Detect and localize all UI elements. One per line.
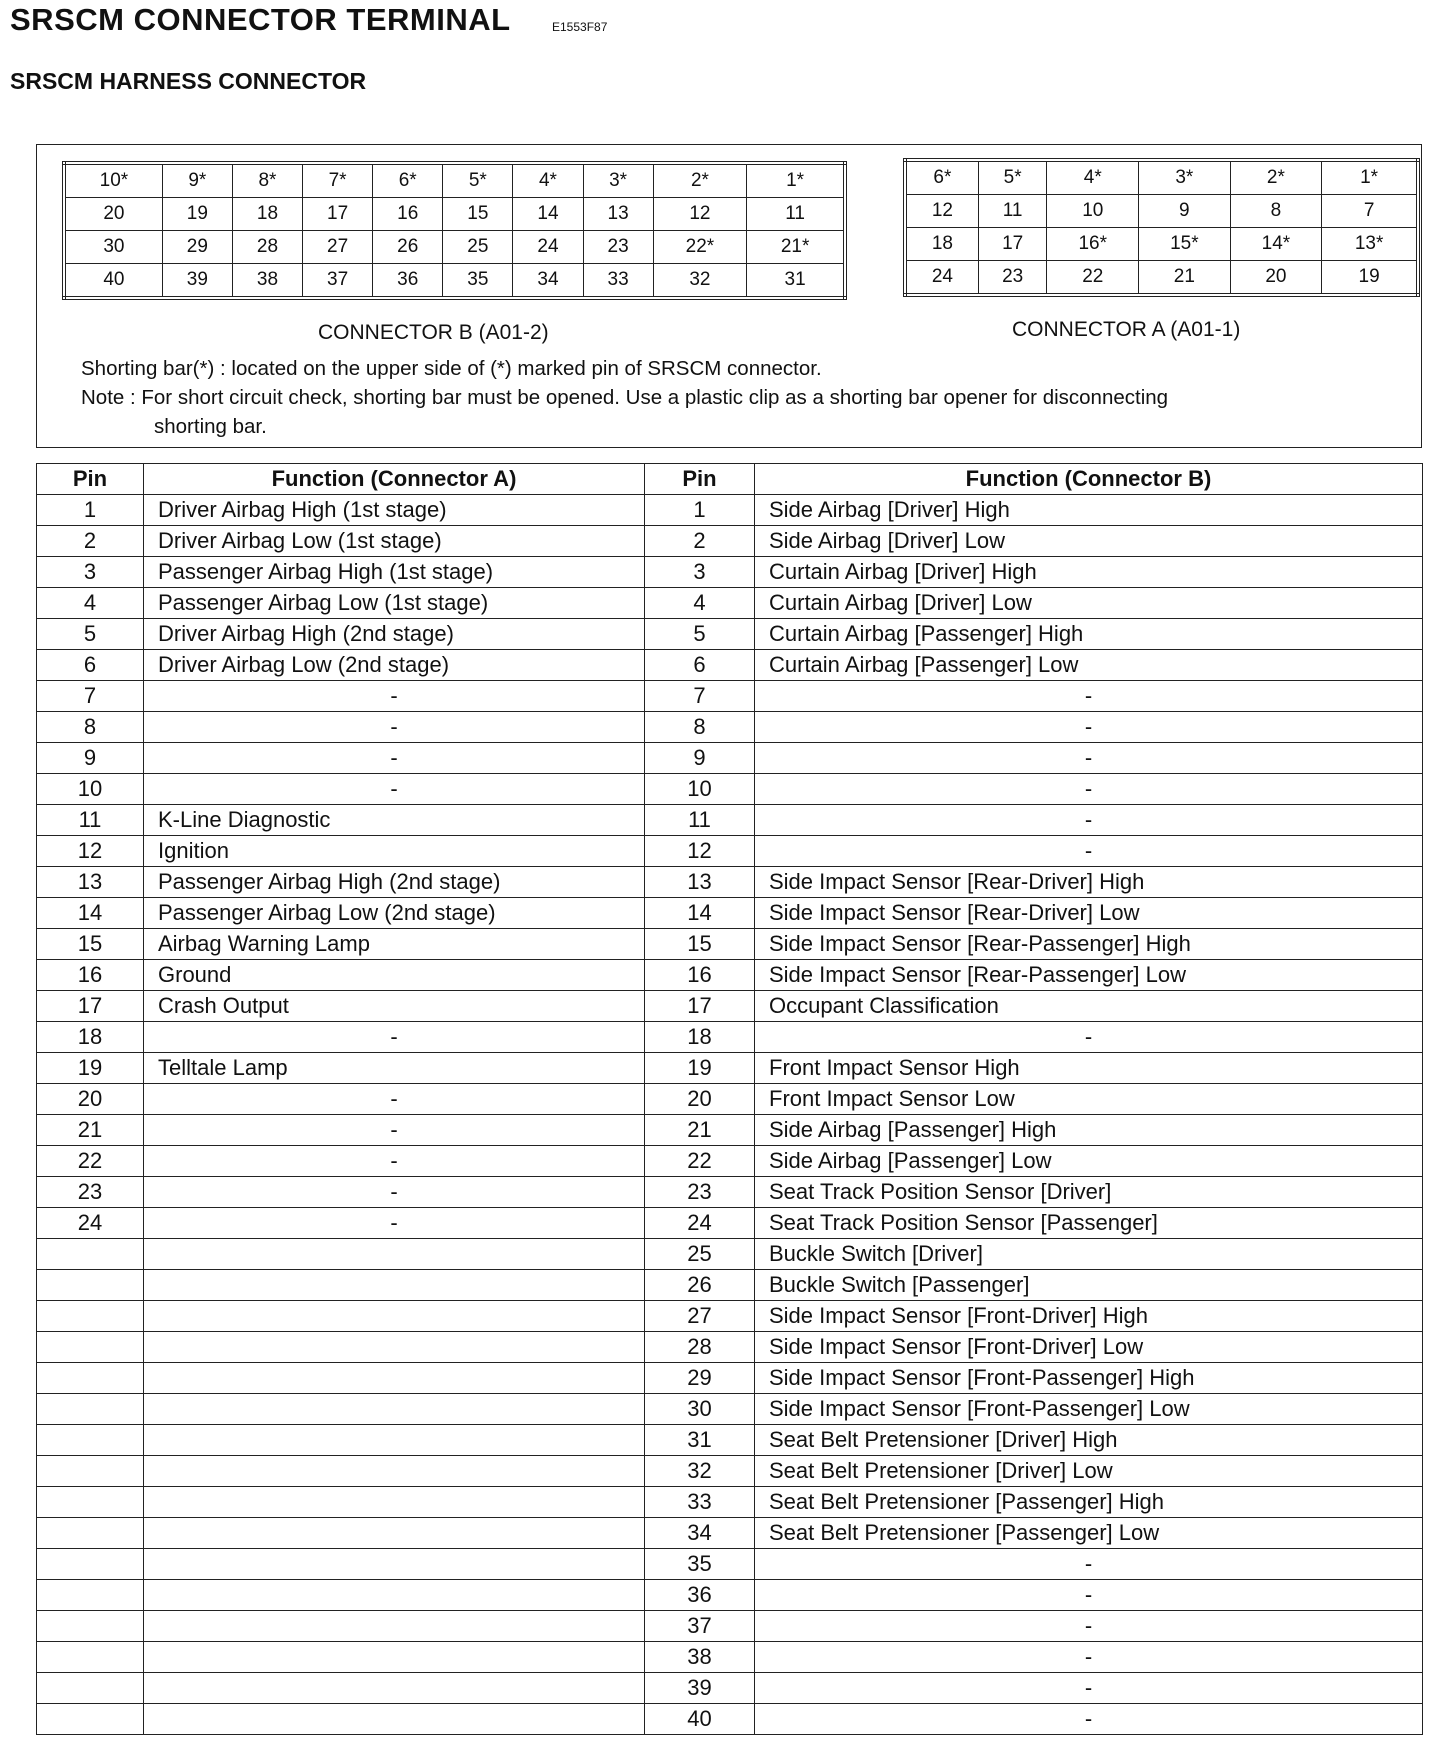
pin-b-cell: 18: [645, 1022, 755, 1053]
pin-a-cell: 6: [37, 650, 144, 681]
pin-b-cell: 15: [645, 929, 755, 960]
function-a-cell: Passenger Airbag High (1st stage): [144, 557, 645, 588]
header-function-a: Function (Connector A): [144, 464, 645, 495]
function-b-cell: Occupant Classification: [755, 991, 1423, 1022]
table-row: [37, 1022, 1423, 1053]
function-a-cell: [144, 1673, 645, 1704]
pin-cell: 13*: [1322, 228, 1418, 261]
pin-cell: 24: [513, 231, 583, 264]
pin-a-cell: 12: [37, 836, 144, 867]
table-row: [37, 557, 1423, 588]
page-title: SRSCM CONNECTOR TERMINAL: [10, 2, 511, 37]
pin-a-cell: [37, 1642, 144, 1673]
pin-a-cell: [37, 1518, 144, 1549]
function-b-cell: Front Impact Sensor High: [755, 1053, 1423, 1084]
function-a-cell: -: [144, 712, 645, 743]
pin-a-cell: 13: [37, 867, 144, 898]
function-b-cell: -: [755, 712, 1423, 743]
function-a-cell: Driver Airbag Low (2nd stage): [144, 650, 645, 681]
function-b-cell: Curtain Airbag [Passenger] High: [755, 619, 1423, 650]
table-row: [37, 526, 1423, 557]
function-a-cell: [144, 1394, 645, 1425]
pin-b-cell: 1: [645, 495, 755, 526]
function-b-cell: -: [755, 1642, 1423, 1673]
pin-cell: 27: [303, 231, 373, 264]
function-a-cell: -: [144, 1084, 645, 1115]
pin-b-cell: 28: [645, 1332, 755, 1363]
function-a-cell: -: [144, 1208, 645, 1239]
function-b-cell: Side Airbag [Driver] Low: [755, 526, 1423, 557]
pin-grid-row: [64, 264, 845, 299]
pin-b-cell: 36: [645, 1580, 755, 1611]
pin-a-cell: 18: [37, 1022, 144, 1053]
pin-b-cell: 40: [645, 1704, 755, 1735]
function-a-cell: [144, 1518, 645, 1549]
function-b-cell: Side Airbag [Driver] High: [755, 495, 1423, 526]
pin-b-cell: 3: [645, 557, 755, 588]
shorting-bar-note: Shorting bar(*) : located on the upper side of (*) marked pin of SRSCM connector.: [81, 357, 822, 380]
pin-b-cell: 23: [645, 1177, 755, 1208]
function-b-cell: Buckle Switch [Driver]: [755, 1239, 1423, 1270]
pin-cell: 9: [1139, 195, 1231, 228]
table-row: [37, 774, 1423, 805]
function-a-cell: [144, 1425, 645, 1456]
pin-a-cell: 3: [37, 557, 144, 588]
function-b-cell: Side Impact Sensor [Front-Driver] Low: [755, 1332, 1423, 1363]
pin-b-cell: 33: [645, 1487, 755, 1518]
pin-cell: 12: [653, 198, 747, 231]
pin-cell: 37: [303, 264, 373, 299]
function-b-cell: Side Impact Sensor [Rear-Passenger] Low: [755, 960, 1423, 991]
pin-b-cell: 25: [645, 1239, 755, 1270]
function-a-cell: Driver Airbag High (1st stage): [144, 495, 645, 526]
pin-b-cell: 38: [645, 1642, 755, 1673]
table-row: [37, 1611, 1423, 1642]
function-b-cell: Seat Belt Pretensioner [Passenger] High: [755, 1487, 1423, 1518]
table-row: [37, 1549, 1423, 1580]
table-row: [37, 1673, 1423, 1704]
function-b-cell: Side Impact Sensor [Front-Driver] High: [755, 1301, 1423, 1332]
pin-b-cell: 9: [645, 743, 755, 774]
pin-cell: 30: [64, 231, 162, 264]
pin-grid-row: [905, 160, 1418, 195]
table-row: [37, 960, 1423, 991]
table-row: [37, 1394, 1423, 1425]
function-a-cell: -: [144, 1177, 645, 1208]
pin-cell: 7*: [303, 163, 373, 198]
function-a-cell: [144, 1301, 645, 1332]
function-a-cell: Driver Airbag Low (1st stage): [144, 526, 645, 557]
function-a-cell: -: [144, 1146, 645, 1177]
pin-cell: 10*: [64, 163, 162, 198]
pin-b-cell: 10: [645, 774, 755, 805]
function-b-cell: -: [755, 774, 1423, 805]
pin-cell: 1*: [1322, 160, 1418, 195]
pin-a-cell: 19: [37, 1053, 144, 1084]
pin-cell: 21*: [747, 231, 845, 264]
function-a-cell: -: [144, 774, 645, 805]
pin-cell: 20: [1230, 261, 1322, 296]
pin-a-cell: 17: [37, 991, 144, 1022]
function-a-cell: [144, 1580, 645, 1611]
table-row: [37, 1363, 1423, 1394]
pin-cell: 36: [373, 264, 443, 299]
table-row: [37, 1115, 1423, 1146]
table-row: [37, 619, 1423, 650]
table-row: [37, 1332, 1423, 1363]
table-row: [37, 712, 1423, 743]
pin-a-cell: [37, 1239, 144, 1270]
pin-cell: 16*: [1047, 228, 1139, 261]
function-a-cell: [144, 1611, 645, 1642]
pin-cell: 16: [373, 198, 443, 231]
pin-cell: 34: [513, 264, 583, 299]
function-b-cell: Curtain Airbag [Driver] High: [755, 557, 1423, 588]
function-a-cell: Airbag Warning Lamp: [144, 929, 645, 960]
table-row: [37, 1177, 1423, 1208]
function-b-cell: Side Impact Sensor [Front-Passenger] Low: [755, 1394, 1423, 1425]
pin-cell: 11: [747, 198, 845, 231]
pin-a-cell: 7: [37, 681, 144, 712]
function-a-cell: [144, 1642, 645, 1673]
pin-cell: 26: [373, 231, 443, 264]
pin-cell: 33: [583, 264, 653, 299]
pin-a-cell: 14: [37, 898, 144, 929]
connector-a-label: CONNECTOR A (A01-1): [1012, 318, 1241, 341]
function-b-cell: Seat Track Position Sensor [Passenger]: [755, 1208, 1423, 1239]
table-row: [37, 1301, 1423, 1332]
pin-b-cell: 21: [645, 1115, 755, 1146]
pin-b-cell: 7: [645, 681, 755, 712]
pin-a-cell: 22: [37, 1146, 144, 1177]
pin-b-cell: 14: [645, 898, 755, 929]
pin-a-cell: 11: [37, 805, 144, 836]
function-b-cell: Side Impact Sensor [Rear-Passenger] High: [755, 929, 1423, 960]
header-pin-a: Pin: [37, 464, 144, 495]
pin-a-cell: [37, 1456, 144, 1487]
pin-b-cell: 11: [645, 805, 755, 836]
connector-b-pin-grid: [62, 161, 847, 300]
pin-cell: 15: [443, 198, 513, 231]
pin-cell: 31: [747, 264, 845, 299]
function-b-cell: -: [755, 1673, 1423, 1704]
function-b-cell: Seat Belt Pretensioner [Passenger] Low: [755, 1518, 1423, 1549]
pin-b-cell: 17: [645, 991, 755, 1022]
pin-cell: 9*: [162, 163, 232, 198]
document-code: E1553F87: [552, 20, 608, 34]
table-row: [37, 805, 1423, 836]
pin-cell: 25: [443, 231, 513, 264]
pin-a-cell: 16: [37, 960, 144, 991]
function-a-cell: [144, 1549, 645, 1580]
pin-cell: 10: [1047, 195, 1139, 228]
header-function-b: Function (Connector B): [755, 464, 1423, 495]
pin-cell: 24: [905, 261, 978, 296]
function-b-cell: Seat Belt Pretensioner [Driver] High: [755, 1425, 1423, 1456]
pin-cell: 35: [443, 264, 513, 299]
pin-cell: 3*: [1139, 160, 1231, 195]
section-title: SRSCM HARNESS CONNECTOR: [10, 68, 367, 94]
pin-cell: 14*: [1230, 228, 1322, 261]
function-b-cell: -: [755, 743, 1423, 774]
pin-a-cell: 21: [37, 1115, 144, 1146]
pin-cell: 29: [162, 231, 232, 264]
pin-b-cell: 24: [645, 1208, 755, 1239]
function-a-cell: -: [144, 1115, 645, 1146]
pin-a-cell: 2: [37, 526, 144, 557]
table-row: [37, 898, 1423, 929]
function-b-cell: Side Airbag [Passenger] High: [755, 1115, 1423, 1146]
pin-cell: 40: [64, 264, 162, 299]
table-row: [37, 588, 1423, 619]
pin-cell: 3*: [583, 163, 653, 198]
function-a-cell: Ignition: [144, 836, 645, 867]
function-b-cell: Seat Belt Pretensioner [Driver] Low: [755, 1456, 1423, 1487]
pin-b-cell: 4: [645, 588, 755, 619]
function-a-cell: Telltale Lamp: [144, 1053, 645, 1084]
pin-cell: 23: [978, 261, 1047, 296]
pin-b-cell: 27: [645, 1301, 755, 1332]
pin-cell: 38: [232, 264, 302, 299]
table-row: [37, 650, 1423, 681]
function-a-cell: Crash Output: [144, 991, 645, 1022]
pin-a-cell: [37, 1301, 144, 1332]
table-row: [37, 1239, 1423, 1270]
pin-a-cell: 4: [37, 588, 144, 619]
function-a-cell: [144, 1487, 645, 1518]
function-b-cell: -: [755, 1580, 1423, 1611]
function-b-cell: Front Impact Sensor Low: [755, 1084, 1423, 1115]
pin-b-cell: 8: [645, 712, 755, 743]
function-a-cell: -: [144, 743, 645, 774]
pin-b-cell: 34: [645, 1518, 755, 1549]
table-row: [37, 1456, 1423, 1487]
function-a-cell: K-Line Diagnostic: [144, 805, 645, 836]
pin-cell: 11: [978, 195, 1047, 228]
function-b-cell: -: [755, 681, 1423, 712]
pin-b-cell: 26: [645, 1270, 755, 1301]
table-row: [37, 836, 1423, 867]
pin-cell: 1*: [747, 163, 845, 198]
function-b-cell: -: [755, 1704, 1423, 1735]
pin-cell: 32: [653, 264, 747, 299]
pin-a-cell: [37, 1549, 144, 1580]
pin-cell: 17: [978, 228, 1047, 261]
pin-a-cell: 8: [37, 712, 144, 743]
pin-a-cell: [37, 1425, 144, 1456]
pin-grid-row: [905, 228, 1418, 261]
pin-a-cell: [37, 1487, 144, 1518]
pin-cell: 13: [583, 198, 653, 231]
pin-cell: 18: [905, 228, 978, 261]
pin-b-cell: 2: [645, 526, 755, 557]
table-row: [37, 1580, 1423, 1611]
pin-grid-row: [905, 261, 1418, 296]
pin-a-cell: [37, 1704, 144, 1735]
table-row: [37, 1084, 1423, 1115]
pin-a-cell: [37, 1270, 144, 1301]
table-row: [37, 1053, 1423, 1084]
table-row: [37, 991, 1423, 1022]
function-a-cell: Driver Airbag High (2nd stage): [144, 619, 645, 650]
connector-a-pin-grid: [903, 158, 1420, 297]
pin-cell: 4*: [513, 163, 583, 198]
table-row: [37, 743, 1423, 774]
table-row: [37, 1642, 1423, 1673]
pin-cell: 21: [1139, 261, 1231, 296]
pin-b-cell: 12: [645, 836, 755, 867]
table-row: [37, 1208, 1423, 1239]
pin-a-cell: 20: [37, 1084, 144, 1115]
pin-grid-row: [64, 163, 845, 198]
pin-cell: 7: [1322, 195, 1418, 228]
pin-cell: 8*: [232, 163, 302, 198]
header-pin-b: Pin: [645, 464, 755, 495]
pin-cell: 22: [1047, 261, 1139, 296]
pin-b-cell: 35: [645, 1549, 755, 1580]
pin-b-cell: 13: [645, 867, 755, 898]
table-row: [37, 1518, 1423, 1549]
function-a-cell: Ground: [144, 960, 645, 991]
pin-a-cell: 24: [37, 1208, 144, 1239]
function-a-cell: -: [144, 1022, 645, 1053]
pin-a-cell: 23: [37, 1177, 144, 1208]
function-b-cell: -: [755, 1022, 1423, 1053]
pin-cell: 12: [905, 195, 978, 228]
function-b-cell: Side Impact Sensor [Rear-Driver] Low: [755, 898, 1423, 929]
pin-grid-row: [905, 195, 1418, 228]
pin-cell: 17: [303, 198, 373, 231]
pin-grid-row: [64, 231, 845, 264]
table-header-row: [37, 464, 1423, 495]
function-b-cell: Buckle Switch [Passenger]: [755, 1270, 1423, 1301]
pin-b-cell: 16: [645, 960, 755, 991]
pin-cell: 20: [64, 198, 162, 231]
pin-a-cell: [37, 1580, 144, 1611]
pin-cell: 18: [232, 198, 302, 231]
pin-cell: 4*: [1047, 160, 1139, 195]
pin-b-cell: 39: [645, 1673, 755, 1704]
function-a-cell: [144, 1270, 645, 1301]
pin-a-cell: [37, 1363, 144, 1394]
pin-a-cell: 10: [37, 774, 144, 805]
table-row: [37, 1270, 1423, 1301]
function-b-cell: Curtain Airbag [Driver] Low: [755, 588, 1423, 619]
pin-cell: 2*: [653, 163, 747, 198]
pin-cell: 15*: [1139, 228, 1231, 261]
table-row: [37, 495, 1423, 526]
function-b-cell: Side Airbag [Passenger] Low: [755, 1146, 1423, 1177]
pin-cell: 2*: [1230, 160, 1322, 195]
short-circuit-note-cont: shorting bar.: [154, 415, 267, 438]
function-a-cell: [144, 1332, 645, 1363]
table-row: [37, 1146, 1423, 1177]
function-a-cell: Passenger Airbag Low (2nd stage): [144, 898, 645, 929]
function-b-cell: -: [755, 805, 1423, 836]
function-b-cell: -: [755, 1611, 1423, 1642]
pin-function-table: [36, 463, 1423, 1735]
pin-cell: 19: [1322, 261, 1418, 296]
pin-a-cell: 5: [37, 619, 144, 650]
function-a-cell: [144, 1704, 645, 1735]
function-a-cell: Passenger Airbag High (2nd stage): [144, 867, 645, 898]
pin-b-cell: 31: [645, 1425, 755, 1456]
pin-cell: 22*: [653, 231, 747, 264]
short-circuit-note: Note : For short circuit check, shorting bar must be opened. Use a plastic clip as a shorting bar opener for disconnecting: [81, 386, 1169, 409]
function-b-cell: Seat Track Position Sensor [Driver]: [755, 1177, 1423, 1208]
pin-a-cell: 9: [37, 743, 144, 774]
function-b-cell: Curtain Airbag [Passenger] Low: [755, 650, 1423, 681]
function-b-cell: -: [755, 836, 1423, 867]
pin-b-cell: 32: [645, 1456, 755, 1487]
function-a-cell: [144, 1456, 645, 1487]
connector-b-label: CONNECTOR B (A01-2): [318, 321, 549, 344]
pin-cell: 23: [583, 231, 653, 264]
table-row: [37, 1425, 1423, 1456]
pin-cell: 28: [232, 231, 302, 264]
pin-a-cell: 15: [37, 929, 144, 960]
pin-cell: 5*: [978, 160, 1047, 195]
pin-cell: 6*: [373, 163, 443, 198]
pin-a-cell: [37, 1332, 144, 1363]
table-row: [37, 1704, 1423, 1735]
pin-b-cell: 19: [645, 1053, 755, 1084]
function-a-cell: [144, 1239, 645, 1270]
pin-cell: 5*: [443, 163, 513, 198]
function-a-cell: [144, 1363, 645, 1394]
table-row: [37, 929, 1423, 960]
table-row: [37, 1487, 1423, 1518]
pin-cell: 19: [162, 198, 232, 231]
table-row: [37, 681, 1423, 712]
pin-cell: 8: [1230, 195, 1322, 228]
pin-a-cell: [37, 1673, 144, 1704]
pin-b-cell: 20: [645, 1084, 755, 1115]
pin-cell: 14: [513, 198, 583, 231]
pin-b-cell: 29: [645, 1363, 755, 1394]
table-row: [37, 867, 1423, 898]
pin-b-cell: 22: [645, 1146, 755, 1177]
pin-cell: 6*: [905, 160, 978, 195]
function-b-cell: Side Impact Sensor [Rear-Driver] High: [755, 867, 1423, 898]
pin-a-cell: 1: [37, 495, 144, 526]
function-b-cell: -: [755, 1549, 1423, 1580]
pin-cell: 39: [162, 264, 232, 299]
function-a-cell: Passenger Airbag Low (1st stage): [144, 588, 645, 619]
function-b-cell: Side Impact Sensor [Front-Passenger] High: [755, 1363, 1423, 1394]
pin-a-cell: [37, 1394, 144, 1425]
pin-b-cell: 5: [645, 619, 755, 650]
pin-b-cell: 30: [645, 1394, 755, 1425]
function-a-cell: -: [144, 681, 645, 712]
pin-grid-row: [64, 198, 845, 231]
pin-b-cell: 37: [645, 1611, 755, 1642]
pin-a-cell: [37, 1611, 144, 1642]
pin-b-cell: 6: [645, 650, 755, 681]
